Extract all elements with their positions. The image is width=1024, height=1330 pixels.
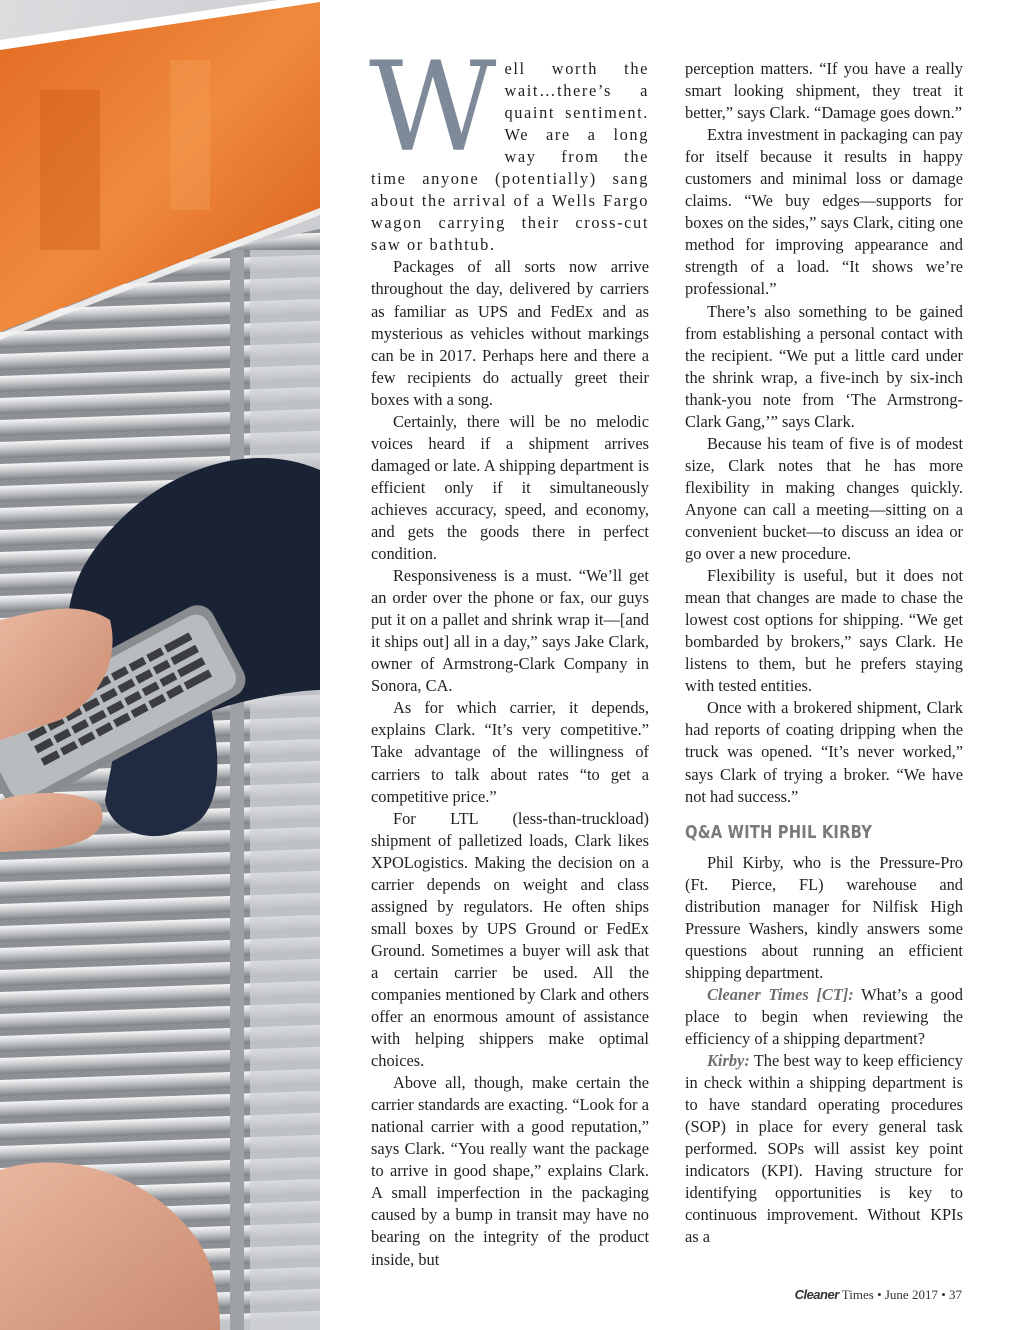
body-paragraph: Flexibility is useful, but it does not mean that changes are made to chase the lowest cost options for shipping. “We get bombarded by brokers,” says Clark. He listens to them, but he prefers staying with tested entities.: [685, 566, 963, 696]
question-text: What’s a good place to begin when reviewing the efficiency of a shipping department?: [685, 984, 963, 1048]
article-column-2: [685, 58, 963, 1248]
body-paragraph: Extra investment in packaging can pay for itself because it results in happy customers and minimal loss or damage claims. “We buy edges—supports for boxes on the sides,” says Clark, citing one method for improving appearance and strength of a load. “It shows we’re professional.”: [685, 125, 963, 299]
cover-photo: [0, 0, 320, 1330]
body-paragraph: Once with a brokered shipment, Clark had reports of coating dripping when the truck was opened. “It’s never worked,” says Clark of trying a broker. “We have not had success.”: [685, 698, 963, 806]
body-paragraph: As for which carrier, it depends, explains Clark. “It’s very competitive.” Take advantage of the willingness of carriers to talk about rates “to get a competitive price.”: [371, 698, 649, 806]
body-paragraph: Because his team of five is of modest size, Clark notes that he has more flexibility in making changes quickly. Anyone can call a meeting—sitting on a convenient bucket—to discuss an idea or go over a new procedure.: [685, 433, 963, 564]
answer-label: Kirby:: [707, 1051, 750, 1071]
section-subhead: Q&A WITH PHIL KIRBY: [685, 821, 873, 843]
body-paragraph: For LTL (less-than-truckload) shipment of palletized loads, Clark likes XPOLogistics. Making the decision on a carrier depends on weight and class assigned by regulators. He often ships small boxes by UPS Ground or FedEx Ground. Sometimes a buyer will ask that a certain carrier be used. All the companies mentioned by Clark and others offer an enormous amount of assistance with helping shippers make optimal choices.: [371, 808, 649, 1071]
intro-paragraph: ell worth the wait…there’s a quaint sentiment. We are a long way from the time anyone (potentially) sang about the arrival of a Wells Fargo wagon carrying their cross-cut saw or bathtub.: [371, 59, 649, 255]
answer-paragraph: [685, 1050, 963, 1248]
question-label: Cleaner Times [CT]:: [707, 984, 854, 1004]
answer-text: The best way to keep efficiency in check within a shipping department is to have standard operating procedures (SOP) in place for every general task performed. SOPs will assist key point indicators (KPI). Having structure for identifying opportunities is key to continuous improvement. Without KPIs as a: [685, 1051, 963, 1247]
body-paragraph: Responsiveness is a must. “We’ll get an order over the phone or fax, our guys put it on a pallet and shrink wrap it—[and it ships out] all in a day,” says Jake Clark, owner of Armstrong-Clark Company in Sonora, CA.: [371, 566, 649, 696]
magazine-name: Cleaner: [794, 1287, 839, 1302]
page-folio: [795, 1287, 962, 1303]
qa-intro-paragraph: Phil Kirby, who is the Pressure-Pro (Ft. Pierce, FL) warehouse and distribution manager for Nilfisk High Pressure Washers, kindly answers some questions about running an efficient shipping department.: [685, 852, 963, 982]
drop-cap: W: [369, 36, 497, 180]
body-paragraph: Certainly, there will be no melodic voices heard if a shipment arrives damaged or late. A shipping department is efficient only if it simultaneously achieves accuracy, speed, and economy, and gets the goods there in perfect condition.: [371, 411, 649, 564]
body-paragraph: Packages of all sorts now arrive throughout the day, delivered by carriers as familiar as UPS and FedEx and as mysterious as vehicles without markings can be in 2017. Perhaps here and there a few recipients do actually greet their boxes with a song.: [371, 257, 649, 409]
article-column-1: [369, 36, 649, 1271]
body-paragraph: Above all, though, make certain the carrier standards are exacting. “Look for a national carrier with a good reputation,” says Clark. “You really want the package to arrive in good shape,” explains Clark. A small imperfection in the packaging caused by a bump in transit may have no bearing on the integrity of the product inside, but: [371, 1073, 649, 1269]
question-paragraph: [685, 984, 963, 1050]
body-paragraph: There’s also something to be gained from establishing a personal contact with the recipient. “We put a little card under the shrink wrap, a five-inch by six-inch thank-you note from ‘The Armstrong-Clark Gang,’” says Clark.: [685, 301, 963, 431]
body-paragraph: perception matters. “If you have a really smart looking shipment, they treat it better,” says Clark. “Damage goes down.”: [685, 59, 963, 123]
folio-text: Times • June 2017 • 37: [838, 1287, 962, 1302]
